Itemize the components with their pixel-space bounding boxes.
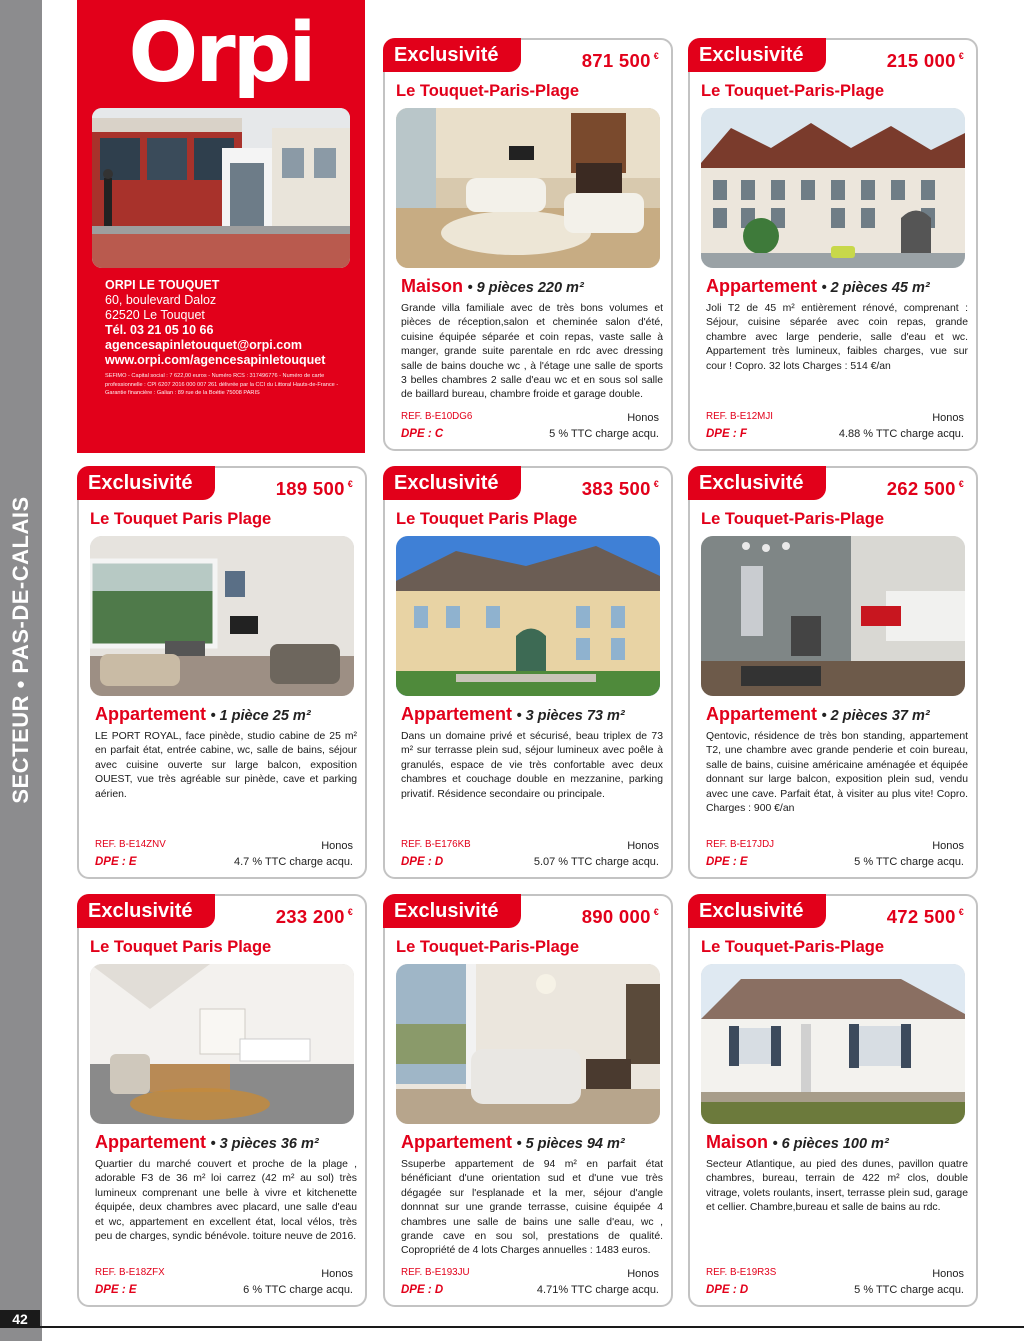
exclusive-badge: Exclusivité	[77, 894, 215, 928]
agency-legal-notice: SEFIMO - Capital social : 7 622,00 euros - Numéro RCS : 317496776 - Numéro de carte professionnelle : CPI 6207 2016 000 007 261 délivrée par la CCI du Littoral Hauts-de-France - Garantie financière : Galian : 89 rue de la Boétie 75008 PARIS	[105, 373, 339, 396]
listing-photo[interactable]	[90, 964, 354, 1124]
listing-agent: Honos	[932, 840, 964, 852]
listing-agent: Honos	[321, 1268, 353, 1280]
listing-description: LE PORT ROYAL, face pinède, studio cabine de 25 m² en parfait état, entrée cabine, wc, salle de bains, séjour avec cuisine ouverte sur large balcon, exposition OUEST, vue très agréable sur pinède, cave et parking aérien.	[95, 731, 357, 800]
listing-card[interactable]	[383, 466, 673, 879]
exclusive-badge: Exclusivité	[383, 894, 521, 928]
listing-city: Le Touquet-Paris-Plage	[396, 938, 580, 956]
listing-dpe: DPE : E	[95, 856, 137, 868]
listing-reference: REF. B-E19R3S	[706, 1267, 777, 1278]
listing-photo[interactable]	[396, 964, 660, 1124]
listing-title: Appartement • 5 pièces 94 m²	[401, 1132, 625, 1152]
listing-price: 233 200 €	[275, 906, 353, 927]
listing-photo[interactable]	[90, 536, 354, 696]
listing-dpe: DPE : E	[95, 1284, 137, 1296]
page-footer-rule	[40, 1326, 1024, 1328]
agency-name: ORPI LE TOUQUET	[105, 278, 220, 292]
exclusive-badge: Exclusivité	[383, 38, 521, 72]
listing-fee: 6 % TTC charge acqu.	[243, 1284, 353, 1296]
agency-panel	[77, 0, 365, 453]
listing-card[interactable]	[383, 38, 673, 451]
listing-description: Dans un domaine privé et sécurisé, beau triplex de 73 m² sur terrasse plein sud, séjour lumineux avec poêle à granulés, espace de vie très confortable avec deux chambres et couchage double en mezzanine, parking privatif. Résidence secondaire ou principale.	[401, 731, 663, 800]
agency-email[interactable]: agencesapinletouquet@orpi.com	[105, 338, 302, 352]
listing-description: Quartier du marché couvert et proche de la plage , adorable F3 de 36 m² loi carrez (42 m² au sol) très lumineux comprenant une belle à vivre et kitchenette équipée, deux chambres avec placard, une salle d'eau et wc, appartement en excellent état, local vélos, très peu de charges, syndic bénévole. toiture neuve de 2016.	[95, 1159, 357, 1243]
listing-card[interactable]	[383, 894, 673, 1307]
listing-description: Secteur Atlantique, au pied des dunes, pavillon quatre chambres, bureau, terrain de 422 m² clos, double vitrage, volets roulants, insert, terrasse plein sud, garage et cellier. Chambre,bureau et salle de bains au rdc.	[706, 1159, 968, 1214]
listing-price: 472 500 €	[886, 906, 964, 927]
listing-photo[interactable]	[701, 108, 965, 268]
agency-contact	[105, 278, 357, 398]
page-number: 42	[0, 1310, 40, 1328]
listing-agent: Honos	[321, 840, 353, 852]
listing-title: Appartement • 1 pièce 25 m²	[95, 704, 311, 724]
listing-agent: Honos	[932, 412, 964, 424]
listing-price: 871 500 €	[581, 50, 659, 71]
agency-phone[interactable]: Tél. 03 21 05 10 66	[105, 323, 214, 337]
listing-reference: REF. B-E14ZNV	[95, 839, 166, 850]
listing-price: 189 500 €	[275, 478, 353, 499]
listing-dpe: DPE : D	[401, 856, 444, 868]
listing-reference: REF. B-E17JDJ	[706, 839, 775, 850]
listing-reference: REF. B-E10DG6	[401, 411, 473, 422]
listing-price: 262 500 €	[886, 478, 964, 499]
listing-title: Appartement • 3 pièces 36 m²	[95, 1132, 319, 1152]
agency-address-line1: 60, boulevard Daloz	[105, 293, 217, 307]
listing-agent: Honos	[627, 1268, 659, 1280]
listing-fee: 4.7 % TTC charge acqu.	[233, 856, 353, 868]
agency-address-line2: 62520 Le Touquet	[105, 308, 205, 322]
listing-description: Grande villa familiale avec de très bons volumes et pièces de réception,salon et cheminée salon d'été, cuisine équipée séparée et coin repas, vaste salle à manger, grande suite parentale en rdc avec dressing salle de bains douche wc , à l'étage une salle de sports 3 belles chambres 2 salle d'eau wc et en sous sol salle de baillard bureau, chambre froide et garage double.	[401, 303, 663, 401]
listing-city: Le Touquet Paris Plage	[90, 510, 272, 528]
listing-photo[interactable]	[396, 536, 660, 696]
listing-price: 890 000 €	[581, 906, 659, 927]
agency-website[interactable]: www.orpi.com/agencesapinletouquet	[105, 353, 326, 367]
listing-price: 215 000 €	[886, 50, 964, 71]
listing-dpe: DPE : D	[401, 1284, 444, 1296]
listing-fee: 5 % TTC charge acqu.	[854, 1284, 964, 1296]
listing-description: Joli T2 de 45 m² entièrement rénové, comprenant : Séjour, cuisine séparée avec coin repas, grande chambre avec large penderie, salle d'eau et wc. Appartement très lumineux, faibles charges, vue sur cour ! Copro. 32 lots Charges : 514 €/an	[706, 303, 968, 372]
listing-card[interactable]	[688, 38, 978, 451]
listing-description: Qentovic, résidence de très bon standing, appartement T2, une chambre avec grande penderie et coin bureau, salle de bains, cuisine américaine aménagée et équipée donnant sur large balcon, exposition plein sud, vendu avec une cave. Parfait état, à visiter au plus vite! Copro. Charges : 900 €/an	[706, 731, 968, 815]
listing-photo[interactable]	[396, 108, 660, 268]
listing-agent: Honos	[627, 840, 659, 852]
agency-storefront-photo	[92, 108, 350, 268]
listing-card[interactable]	[77, 466, 367, 879]
listing-reference: REF. B-E176KB	[401, 839, 471, 850]
listing-reference: REF. B-E18ZFX	[95, 1267, 165, 1278]
exclusive-badge: Exclusivité	[688, 466, 826, 500]
exclusive-badge: Exclusivité	[688, 894, 826, 928]
sector-label: SECTEUR • PAS-DE-CALAIS	[8, 496, 33, 804]
listing-title: Appartement • 2 pièces 37 m²	[706, 704, 930, 724]
exclusive-badge: Exclusivité	[688, 38, 826, 72]
listing-city: Le Touquet-Paris-Plage	[396, 82, 580, 100]
listing-fee: 4.88 % TTC charge acqu.	[838, 428, 964, 440]
listing-agent: Honos	[627, 412, 659, 424]
listing-fee: 5 % TTC charge acqu.	[549, 428, 659, 440]
listing-dpe: DPE : D	[706, 1284, 749, 1296]
listing-description: Ssuperbe appartement de 94 m² en parfait état bénéficiant d'une orientation sud et d'une vue très dégagée sur l'esplanade et la mer, séjour d'angle donnnat sur une grande terrasse, cuisine équipée 4 chambres une salle de bains une salle d'eau, wc , grande cave en sou sol, prestations de qualité. Copropriété de 4 lots Charges annuelles : 1483 euros.	[401, 1159, 663, 1257]
listing-reference: REF. B-E193JU	[401, 1267, 470, 1278]
listing-card[interactable]	[688, 894, 978, 1307]
listing-photo[interactable]	[701, 536, 965, 696]
exclusive-badge: Exclusivité	[77, 466, 215, 500]
listing-dpe: DPE : E	[706, 856, 748, 868]
listing-fee: 5.07 % TTC charge acqu.	[533, 856, 659, 868]
listing-title: Maison • 6 pièces 100 m²	[706, 1132, 889, 1152]
listing-card[interactable]	[688, 466, 978, 879]
listing-agent: Honos	[932, 1268, 964, 1280]
listing-reference: REF. B-E12MJI	[706, 411, 773, 422]
listing-city: Le Touquet-Paris-Plage	[701, 82, 885, 100]
listing-title: Appartement • 2 pièces 45 m²	[706, 276, 930, 296]
orpi-logo: Orpi	[128, 6, 314, 101]
listing-card[interactable]	[77, 894, 367, 1307]
listing-fee: 4.71% TTC charge acqu.	[536, 1284, 659, 1296]
listing-city: Le Touquet Paris Plage	[396, 510, 578, 528]
listing-city: Le Touquet-Paris-Plage	[701, 510, 885, 528]
listing-dpe: DPE : C	[401, 428, 444, 440]
listing-fee: 5 % TTC charge acqu.	[854, 856, 964, 868]
listing-title: Appartement • 3 pièces 73 m²	[401, 704, 625, 724]
listing-city: Le Touquet Paris Plage	[90, 938, 272, 956]
exclusive-badge: Exclusivité	[383, 466, 521, 500]
listing-dpe: DPE : F	[706, 428, 747, 440]
listing-title: Maison • 9 pièces 220 m²	[401, 276, 584, 296]
listing-city: Le Touquet-Paris-Plage	[701, 938, 885, 956]
listing-price: 383 500 €	[581, 478, 659, 499]
listing-photo[interactable]	[701, 964, 965, 1124]
sector-sidebar	[0, 0, 42, 1341]
